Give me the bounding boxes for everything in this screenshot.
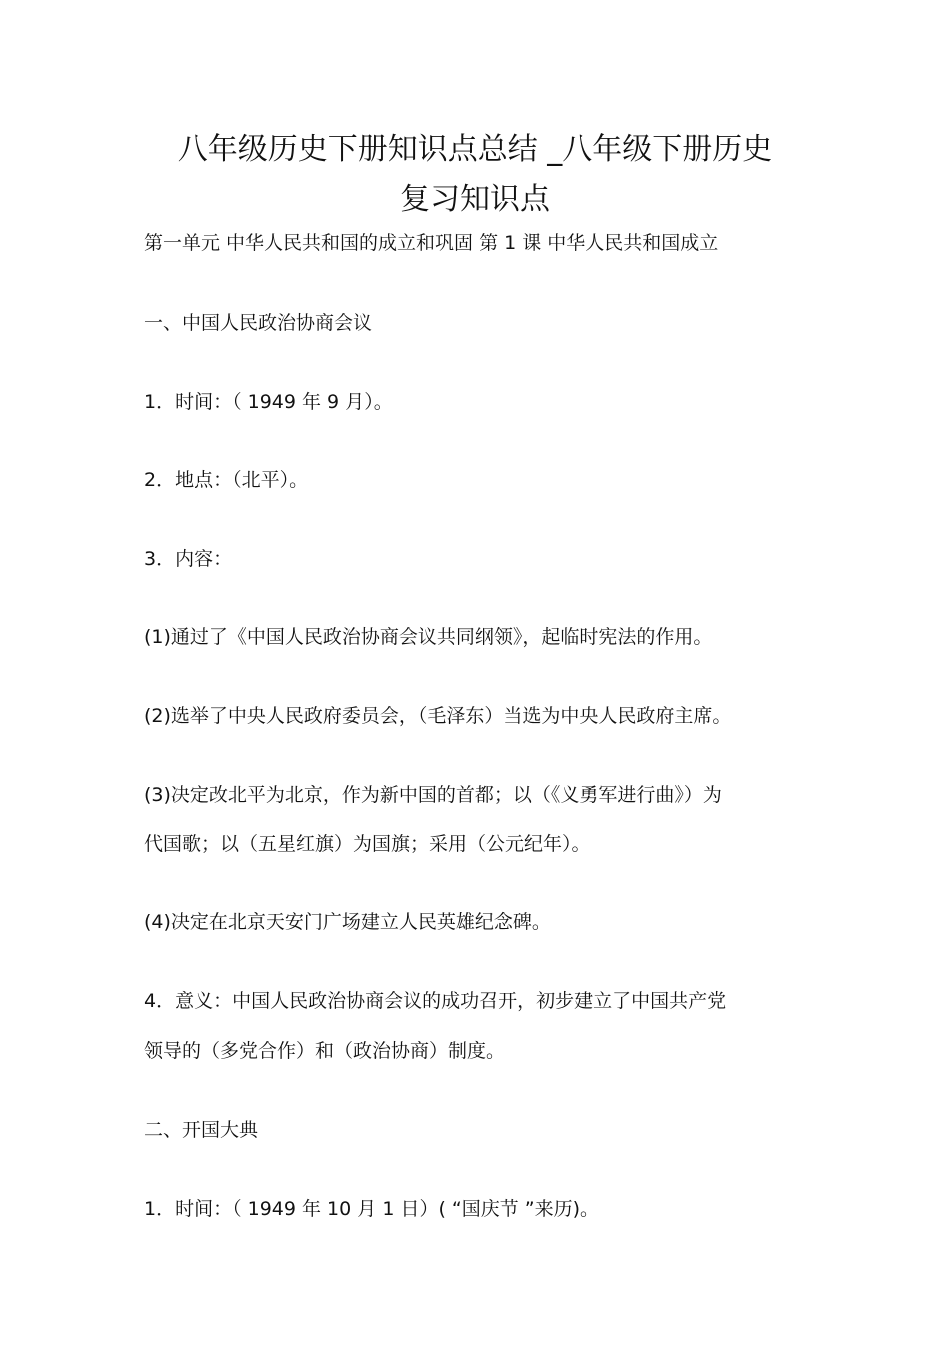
paragraph-content-1: (1)通过了《中国人民政治协商会议共同纲领》，起临时宪法的作用。: [144, 626, 713, 648]
paragraph-content-3-line-2: 代国歌；以（五星红旗）为国旗；采用（公元纪年）。: [144, 833, 591, 855]
paragraph-ceremony-time: 1．时间：（ 1949 年 10 月 1 日）( “国庆节 ”来历)。: [144, 1198, 600, 1220]
paragraph-significance-line-1: 4．意义：中国人民政治协商会议的成功召开，初步建立了中国共产党: [144, 990, 727, 1012]
document-title-line-1: 八年级历史下册知识点总结 _八年级下册历史: [177, 132, 773, 167]
paragraph-content-3-line-1: (3)决定改北平为北京，作为新中国的首都；以（《义勇军进行曲》）为: [144, 784, 722, 806]
unit-lesson-heading: 第一单元 中华人民共和国的成立和巩固 第 1 课 中华人民共和国成立: [144, 232, 719, 254]
document-title-line-2: 复习知识点: [400, 182, 550, 217]
section-heading-cppcc: 一、中国人民政治协商会议: [144, 312, 373, 334]
paragraph-place: 2．地点：（北平）。: [144, 469, 309, 491]
section-heading-founding-ceremony: 二、开国大典: [144, 1119, 259, 1141]
paragraph-content-heading: 3．内容：: [144, 548, 233, 570]
paragraph-content-4: (4)决定在北京天安门广场建立人民英雄纪念碑。: [144, 911, 551, 933]
paragraph-content-2: (2)选举了中央人民政府委员会，（毛泽东）当选为中央人民政府主席。: [144, 705, 732, 727]
paragraph-time: 1．时间：（ 1949 年 9 月）。: [144, 391, 393, 413]
paragraph-significance-line-2: 领导的（多党合作）和（政治协商）制度。: [144, 1040, 506, 1062]
